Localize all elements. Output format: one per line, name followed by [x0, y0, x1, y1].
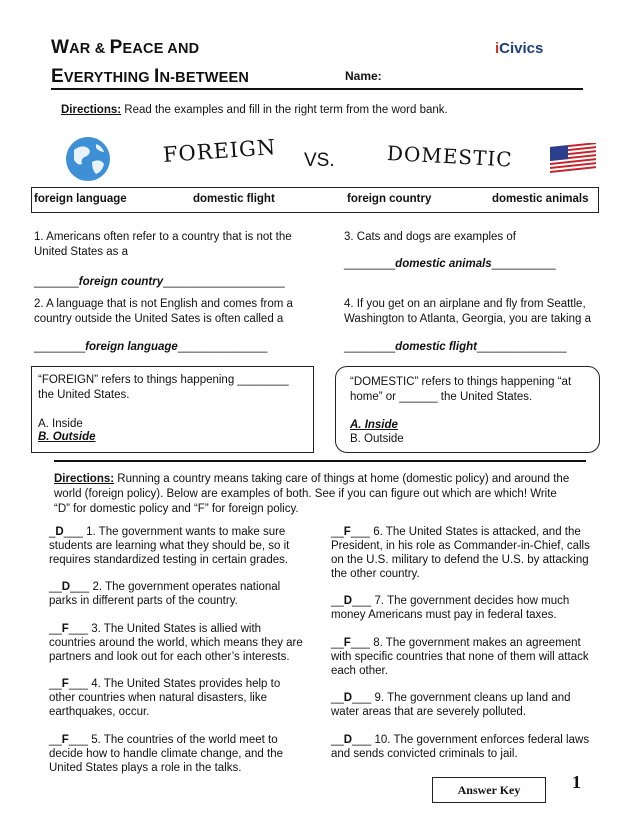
answer-key-label: Answer Key [432, 777, 546, 803]
question-1: 1. Americans often refer to a country that is not the United States as a _______foreign country___________________ [34, 231, 292, 288]
policy-item: __F___ 5. The countries of the world meet to decide how to handle climate change, and the United States plays a role in the talks. [49, 734, 283, 774]
header-divider [51, 88, 583, 90]
policy-item: __F___ 8. The government makes an agreement with specific countries that none of them will attack each other. [331, 637, 589, 677]
vs-label: VS. [304, 150, 335, 171]
foreign-option-b: B. Outside [38, 431, 96, 443]
page-number: 1 [572, 772, 581, 792]
foreign-option-a: A. Inside [38, 418, 83, 430]
section-divider [54, 460, 586, 462]
question-4: 4. If you get on an airplane and fly from Seattle, Washington to Atlanta, Georgia, you are taking a ________domestic flight______________ [344, 298, 591, 353]
policy-item: __F___ 4. The United States provides help to other countries when natural disasters, like earthquakes, occur. [49, 678, 281, 718]
name-label: Name: [345, 69, 382, 83]
policy-item: __D___ 9. The government cleans up land and water areas that are severely polluted. [331, 692, 571, 718]
word-bank-term: foreign country [347, 193, 432, 205]
policy-item: __D___ 2. The government operates national parks in different parts of the country. [49, 581, 281, 607]
directions-2: Directions: Running a country means taking care of things at home (domestic policy) and around the world (foreign policy). Below are examples of both. See if you can figure out which are which! Write “D” for domestic policy and “F” for foreign policy. [54, 473, 570, 515]
word-bank-term: domestic flight [193, 193, 275, 205]
word-bank-term: domestic animals [492, 193, 589, 205]
word-bank [31, 187, 599, 213]
domestic-option-a: A. Inside [350, 419, 398, 431]
word-bank-term: foreign language [34, 193, 127, 205]
domestic-option-b: B. Outside [350, 433, 404, 445]
domestic-heading: DOMESTIC [386, 141, 514, 172]
policy-item: __F___ 3. The United States is allied with countries around the world, which means they are partners and look out for each other’s interests. [49, 623, 303, 663]
page-title: WAR & PEACE AND EVERYTHING IN-BETWEEN [51, 37, 250, 87]
us-flag-icon [550, 143, 596, 175]
directions-1: Directions: Read the examples and fill in the right term from the word bank. [61, 104, 448, 116]
policy-item: __D___ 10. The government enforces federal laws and sends convicted criminals to jail. [331, 734, 590, 760]
icivics-logo: iCivics [495, 40, 544, 57]
question-2: 2. A language that is not English and comes from a country outside the United Sates is often called a ________foreign language______________ [34, 298, 293, 353]
question-3: 3. Cats and dogs are examples of ________domestic animals__________ [344, 231, 556, 270]
globe-icon [62, 134, 114, 184]
policy-item: __F___ 6. The United States is attacked, and the President, in his role as Commander-in-Chief, calls on the U.S. military to defend the U.S. by attacking the other country. [331, 526, 590, 580]
domestic-definition-box: “DOMESTIC” refers to things happening “at home” or ______ the United States. A. Inside B. Outside [335, 366, 600, 453]
foreign-definition-box: “FOREIGN” refers to things happening ________ the United States. A. Inside B. Outside [31, 366, 314, 453]
policy-item: __D___ 7. The government decides how much money Americans must pay in federal taxes. [331, 595, 570, 621]
policy-item: _D___ 1. The government wants to make sure students are learning what they should be, so it requires standardized testing in certain grades. [49, 526, 290, 566]
foreign-heading: FOREIGN [162, 135, 277, 167]
